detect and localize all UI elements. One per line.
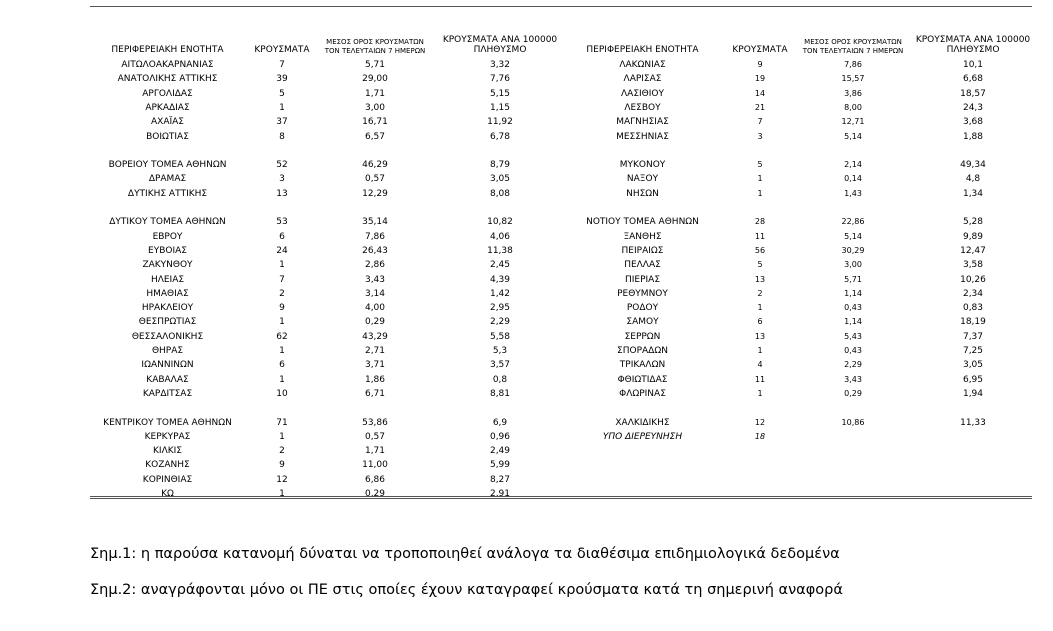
cell-per100k: 11,92: [487, 117, 513, 128]
cell-per100k: 10,26: [960, 274, 986, 285]
cell-region: ΣΠΟΡΑΔΩΝ: [617, 346, 668, 356]
cell-per100k: 11,33: [960, 417, 986, 428]
cell-cases: 1: [279, 431, 285, 442]
table-row: [0, 287, 1053, 301]
cell-avg7: 0,29: [364, 317, 386, 328]
cell-avg7: 5,43: [844, 331, 862, 341]
cell-per100k: 1,34: [962, 188, 984, 199]
cell-avg7: 4,00: [364, 303, 386, 314]
cell-cases: 39: [276, 74, 288, 85]
table-row: [0, 72, 1053, 86]
cell-avg7: 11,00: [362, 460, 388, 471]
table-top-rule: [90, 6, 1032, 7]
cell-per100k: 8,81: [489, 388, 511, 399]
cell-region: ΜΕΣΣΗΝΙΑΣ: [616, 131, 669, 142]
cell-per100k: 7,37: [962, 331, 984, 342]
cell-cases: 14: [754, 88, 766, 98]
cell-avg7: 3,71: [364, 360, 386, 371]
cell-avg7: 2,86: [364, 260, 386, 271]
cell-region: ΑΡΓΟΛΙΔΑΣ: [142, 88, 193, 99]
cell-cases: 62: [276, 331, 288, 342]
cell-region: ΡΟΔΟΥ: [626, 303, 659, 314]
cell-avg7: 12,29: [362, 188, 388, 199]
header-avg7-right: [788, 38, 918, 56]
cell-region: ΗΡΑΚΛΕΙΟΥ: [141, 303, 194, 314]
table-row: [0, 215, 1053, 229]
cell-region: ΝΟΤΙΟΥ ΤΟΜΕΑ ΑΘΗΝΩΝ: [586, 217, 699, 228]
cell-cases: 1: [279, 489, 285, 499]
cell-region: ΔΡΑΜΑΣ: [148, 174, 187, 185]
cell-region: ΚΑΡΔΙΤΣΑΣ: [142, 388, 193, 399]
header-avg7-left-line2: ΤΟΝ ΤΕΛΕΥΤΑΙΩΝ 7 ΗΜΕΡΩΝ: [324, 47, 426, 55]
cell-region: ΜΑΓΝΗΣΙΑΣ: [616, 117, 669, 128]
cell-per100k: 0,96: [489, 431, 511, 442]
table-row: [0, 130, 1053, 144]
cell-avg7: 3,43: [844, 374, 862, 384]
cell-avg7: 43,29: [362, 331, 388, 342]
cell-region: ΛΑΚΩΝΙΑΣ: [619, 60, 666, 70]
cell-region: ΚΟΖΑΝΗΣ: [145, 460, 190, 471]
note-2: Σημ.2: αναγράφονται μόνο οι ΠΕ στις οποίες έχουν καταγραφεί κρούσματα κατά τη σημερινή αναφορά: [90, 582, 843, 598]
cell-region: ΑΧΑΪΑΣ: [151, 117, 184, 128]
header-avg7-right-line1: ΜΕΣΟΣ ΟΡΟΣ ΚΡΟΥΣΜΑΤΩΝ: [804, 38, 902, 46]
cell-cases: 9: [757, 60, 763, 69]
cell-region: ΗΛΕΙΑΣ: [150, 274, 185, 285]
cell-cases: 2: [279, 288, 285, 299]
cell-avg7: 5,14: [844, 131, 862, 141]
cell-cases: 1: [279, 374, 285, 385]
cell-avg7: 6,57: [364, 131, 386, 142]
cell-avg7: 1,14: [844, 288, 862, 298]
cell-cases: 56: [754, 245, 766, 255]
cell-region: ΦΘΙΩΤΙΔΑΣ: [617, 374, 668, 385]
cell-per100k: 2,49: [489, 446, 511, 457]
cell-avg7: 10,86: [841, 417, 865, 427]
cell-avg7: 0,29: [844, 388, 862, 398]
cell-per100k: 4,8: [965, 174, 981, 185]
cell-per100k: 6,9: [492, 417, 508, 428]
cell-avg7: 1,43: [844, 188, 862, 198]
cell-per100k: 6,68: [962, 74, 984, 85]
cell-avg7: 30,29: [841, 245, 865, 255]
table-row: [0, 244, 1053, 258]
cell-avg7: 2,71: [364, 346, 386, 356]
cell-region: ΛΑΡΙΣΑΣ: [623, 74, 662, 85]
header-per100k-right-line2: ΠΛΗΘΥΣΜΟ: [946, 45, 1000, 55]
table-row: [0, 458, 1053, 472]
table-row: [0, 330, 1053, 344]
table-row: [0, 58, 1053, 72]
header-per100k-right: [913, 35, 1033, 55]
cell-region: ΚΟΡΙΝΘΙΑΣ: [142, 474, 193, 485]
cell-region: ΡΕΘΥΜΝΟΥ: [617, 288, 668, 299]
cell-region: ΕΒΡΟΥ: [152, 231, 183, 242]
cell-cases: 1: [279, 260, 285, 271]
header-per100k-right-line1: ΚΡΟΥΣΜΑΤΑ ΑΝΑ 100000: [915, 35, 1031, 45]
cell-per100k: 3,57: [489, 360, 511, 371]
table-row: [0, 115, 1053, 129]
cell-cases: 24: [276, 245, 288, 256]
cell-avg7: 1,71: [364, 88, 386, 99]
header-cases-left: ΚΡΟΥΣΜΑΤΑ: [254, 45, 310, 55]
cell-avg7: 6,71: [364, 388, 386, 399]
cell-cases: 5: [279, 88, 285, 99]
header-per100k-left-line1: ΚΡΟΥΣΜΑΤΑ ΑΝΑ 100000: [442, 35, 558, 45]
cell-cases: 6: [279, 360, 285, 371]
table-row: [0, 172, 1053, 186]
cell-avg7: 2,29: [844, 360, 862, 370]
cell-region: ΙΩΑΝΝΙΝΩΝ: [141, 360, 194, 371]
cell-per100k: 10,1: [962, 60, 984, 70]
cell-cases: 12: [754, 417, 766, 427]
table-row: [0, 101, 1053, 115]
table-row: [0, 230, 1053, 244]
table-row: [0, 273, 1053, 287]
cell-avg7: 1,86: [364, 374, 386, 385]
cell-region: ΘΗΡΑΣ: [151, 346, 184, 356]
cell-region: ΚΑΒΑΛΑΣ: [146, 374, 189, 385]
table-row: [0, 187, 1053, 201]
header-avg7-left: [310, 38, 440, 56]
cell-per100k: 5,3: [492, 346, 508, 356]
cell-region: ΚΕΝΤΡΙΚΟΥ ΤΟΜΕΑ ΑΘΗΝΩΝ: [103, 417, 232, 428]
cell-cases: 5: [757, 260, 763, 270]
cell-region: ΥΠΟ ΔΙΕΡΕΥΝΗΣΗ: [602, 431, 683, 442]
cell-cases: 1: [757, 346, 763, 355]
cell-avg7: 7,86: [364, 231, 386, 242]
table-row: [0, 87, 1053, 101]
cell-per100k: 3,05: [489, 174, 511, 185]
cell-region: ΦΛΩΡΙΝΑΣ: [619, 388, 666, 399]
cell-cases: 1: [757, 303, 763, 313]
cell-avg7: 2,14: [844, 160, 862, 170]
cell-region: ΘΕΣΠΡΩΤΙΑΣ: [138, 317, 197, 328]
cell-avg7: 7,86: [844, 60, 862, 69]
cell-avg7: 15,57: [841, 74, 865, 84]
cell-avg7: 6,86: [364, 474, 386, 485]
cell-cases: 11: [754, 374, 766, 384]
cell-per100k: 24,3: [962, 102, 984, 113]
cell-region: ΠΙΕΡΙΑΣ: [624, 274, 661, 285]
cell-per100k: 2,91: [489, 489, 511, 499]
cell-per100k: 4,39: [489, 274, 511, 285]
cell-region: ΠΕΙΡΑΙΩΣ: [621, 245, 664, 256]
cell-per100k: 8,27: [489, 474, 511, 485]
cell-region: ΤΡΙΚΑΛΩΝ: [619, 360, 666, 371]
cell-per100k: 2,95: [489, 303, 511, 314]
cell-cases: 4: [757, 360, 763, 370]
cell-region: ΗΜΑΘΙΑΣ: [146, 288, 189, 299]
cell-avg7: 3,00: [844, 260, 862, 270]
cell-region: ΚΕΡΚΥΡΑΣ: [144, 431, 191, 442]
cell-region: ΞΑΝΘΗΣ: [623, 231, 662, 242]
cell-cases: 13: [276, 188, 288, 199]
cell-avg7: 0,14: [844, 174, 862, 184]
cell-avg7: 0,57: [364, 174, 386, 185]
cell-per100k: 2,29: [489, 317, 511, 328]
cell-per100k: 18,57: [960, 88, 986, 99]
cell-per100k: 6,95: [962, 374, 984, 385]
cell-per100k: 0,83: [962, 303, 984, 314]
cell-cases: 9: [279, 303, 285, 314]
cell-cases: 7: [279, 60, 285, 70]
table-row: [0, 473, 1053, 487]
table-row: [0, 315, 1053, 329]
cell-avg7: 3,00: [364, 102, 386, 113]
cell-per100k: 6,78: [489, 131, 511, 142]
cell-cases: 6: [757, 317, 763, 327]
cell-cases: 7: [757, 117, 763, 127]
cell-per100k: 1,88: [962, 131, 984, 142]
header-region-left: ΠΕΡΙΦΕΡΕΙΑΚΗ ΕΝΟΤΗΤΑ: [111, 45, 224, 55]
cell-per100k: 5,28: [962, 217, 984, 228]
cell-per100k: 8,79: [489, 160, 511, 171]
cell-cases: 1: [279, 102, 285, 113]
cell-avg7: 5,71: [844, 274, 862, 284]
cell-region: ΚΩ: [161, 489, 174, 499]
header-per100k-left-line2: ΠΛΗΘΥΣΜΟ: [473, 45, 527, 55]
cell-per100k: 10,82: [487, 217, 513, 228]
cell-avg7: 35,14: [362, 217, 388, 228]
cell-cases: 5: [757, 160, 763, 170]
cell-per100k: 1,94: [962, 388, 984, 399]
cell-region: ΑΝΑΤΟΛΙΚΗΣ ΑΤΤΙΚΗΣ: [117, 74, 218, 85]
cell-avg7: 12,71: [841, 117, 865, 127]
cell-avg7: 29,00: [362, 74, 388, 85]
table-row: [0, 430, 1053, 444]
table-row: [0, 158, 1053, 172]
cell-avg7: 22,86: [841, 217, 865, 227]
cell-cases: 2: [757, 288, 763, 298]
cell-avg7: 16,71: [362, 117, 388, 128]
table-row: [0, 416, 1053, 430]
cell-per100k: 5,15: [489, 88, 511, 99]
cell-per100k: 3,05: [962, 360, 984, 371]
cell-region: ΕΥΒΟΙΑΣ: [148, 245, 187, 256]
cell-cases: 21: [754, 102, 766, 112]
cell-cases: 13: [754, 331, 766, 341]
cell-avg7: 5,14: [844, 231, 862, 241]
cell-per100k: 3,68: [962, 117, 984, 128]
header-avg7-right-line2: ΤΟΝ ΤΕΛΕΥΤΑΙΩΝ 7 ΗΜΕΡΩΝ: [802, 47, 904, 55]
cell-cases: 18: [754, 431, 766, 441]
cell-avg7: 3,14: [364, 288, 386, 299]
table-row: [0, 444, 1053, 458]
cell-per100k: 7,76: [489, 74, 511, 85]
cell-per100k: 7,25: [962, 346, 984, 356]
table-row: [0, 344, 1053, 358]
cell-cases: 13: [754, 274, 766, 284]
cell-per100k: 0,8: [492, 374, 508, 385]
cell-avg7: 1,71: [364, 446, 386, 457]
cell-cases: 1: [757, 174, 763, 184]
cell-cases: 12: [276, 474, 288, 485]
cell-cases: 8: [279, 131, 285, 142]
cell-region: ΧΑΛΚΙΔΙΚΗΣ: [615, 417, 670, 428]
cell-region: ΛΕΣΒΟΥ: [624, 102, 661, 113]
header-per100k-left: [440, 35, 560, 55]
cell-per100k: 5,58: [489, 331, 511, 342]
cell-cases: 6: [279, 231, 285, 242]
cell-cases: 3: [279, 174, 285, 185]
header-cases-right: ΚΡΟΥΣΜΑΤΑ: [732, 45, 788, 55]
cell-avg7: 8,00: [844, 102, 862, 112]
cell-per100k: 4,06: [489, 231, 511, 242]
cell-region: ΑΡΚΑΔΙΑΣ: [145, 102, 190, 113]
cell-region: ΑΙΤΩΛΟΑΚΑΡΝΑΝΙΑΣ: [121, 60, 214, 70]
cell-avg7: 3,86: [844, 88, 862, 98]
cell-avg7: 0,43: [844, 346, 862, 355]
table-row: [0, 358, 1053, 372]
cell-cases: 1: [757, 388, 763, 398]
cell-per100k: 9,89: [962, 231, 984, 242]
cell-cases: 7: [279, 274, 285, 285]
cell-per100k: 1,15: [489, 102, 511, 113]
cell-avg7: 26,43: [362, 245, 388, 256]
cell-region: ΣΑΜΟΥ: [626, 317, 659, 328]
cell-cases: 1: [279, 317, 285, 328]
table-row: [0, 373, 1053, 387]
cell-region: ΔΥΤΙΚΗΣ ΑΤΤΙΚΗΣ: [127, 188, 208, 199]
cell-cases: 19: [754, 74, 766, 84]
cell-region: ΒΟΡΕΙΟΥ ΤΟΜΕΑ ΑΘΗΝΩΝ: [108, 160, 227, 171]
cell-region: ΜΥΚΟΝΟΥ: [619, 160, 666, 171]
cell-per100k: 2,45: [489, 260, 511, 271]
cell-cases: 53: [276, 217, 288, 228]
cell-region: ΒΟΙΩΤΙΑΣ: [146, 131, 189, 142]
cell-per100k: 2,34: [962, 288, 984, 299]
cell-region: ΔΥΤΙΚΟΥ ΤΟΜΕΑ ΑΘΗΝΩΝ: [109, 217, 226, 228]
cell-avg7: 1,14: [844, 317, 862, 327]
cell-region: ΠΕΛΛΑΣ: [624, 260, 661, 271]
cell-cases: 1: [279, 346, 285, 356]
cell-avg7: 53,86: [362, 417, 388, 428]
cell-region: ΣΕΡΡΩΝ: [624, 331, 661, 342]
cell-per100k: 3,32: [489, 60, 511, 70]
cell-cases: 28: [754, 217, 766, 227]
table-row: [0, 387, 1053, 401]
cell-region: ΝΗΣΩΝ: [626, 188, 659, 199]
cell-per100k: 49,34: [960, 160, 986, 171]
cell-per100k: 18,19: [960, 317, 986, 328]
cell-avg7: 5,71: [364, 60, 386, 70]
header-region-right: ΠΕΡΙΦΕΡΕΙΑΚΗ ΕΝΟΤΗΤΑ: [586, 45, 699, 55]
table-bottom-rule: [90, 496, 1032, 499]
cell-region: ΛΑΣΙΘΙΟΥ: [621, 88, 664, 99]
table-row: [0, 258, 1053, 272]
cell-avg7: 46,29: [362, 160, 388, 171]
cell-cases: 37: [276, 117, 288, 128]
cell-region: ΚΙΛΚΙΣ: [153, 446, 182, 457]
cell-per100k: 8,08: [489, 188, 511, 199]
cell-per100k: 5,99: [489, 460, 511, 471]
cell-avg7: 0,57: [364, 431, 386, 442]
cell-cases: 2: [279, 446, 285, 457]
cell-cases: 52: [276, 160, 288, 171]
cell-per100k: 12,47: [960, 245, 986, 256]
cell-region: ΘΕΣΣΑΛΟΝΙΚΗΣ: [131, 331, 204, 342]
cell-per100k: 3,58: [962, 260, 984, 271]
cell-cases: 11: [754, 231, 766, 241]
header-avg7-left-line1: ΜΕΣΟΣ ΟΡΟΣ ΚΡΟΥΣΜΑΤΩΝ: [326, 38, 424, 46]
cell-avg7: 0,43: [844, 303, 862, 313]
cell-region: ΝΑΞΟΥ: [626, 174, 659, 185]
cell-cases: 3: [757, 131, 763, 141]
cell-cases: 71: [276, 417, 288, 428]
cell-per100k: 11,38: [487, 245, 513, 256]
cell-cases: 10: [276, 388, 288, 399]
cell-cases: 9: [279, 460, 285, 471]
note-1: Σημ.1: η παρούσα κατανομή δύναται να τροποποιηθεί ανάλογα τα διαθέσιμα επιδημιολογικά δεδομένα: [90, 546, 840, 562]
cell-region: ΖΑΚΥΝΘΟΥ: [142, 260, 193, 271]
table-row: [0, 301, 1053, 315]
cell-avg7: 3,43: [364, 274, 386, 285]
cell-cases: 1: [757, 188, 763, 198]
cell-avg7: 0,29: [364, 489, 386, 499]
cell-per100k: 1,42: [489, 288, 511, 299]
